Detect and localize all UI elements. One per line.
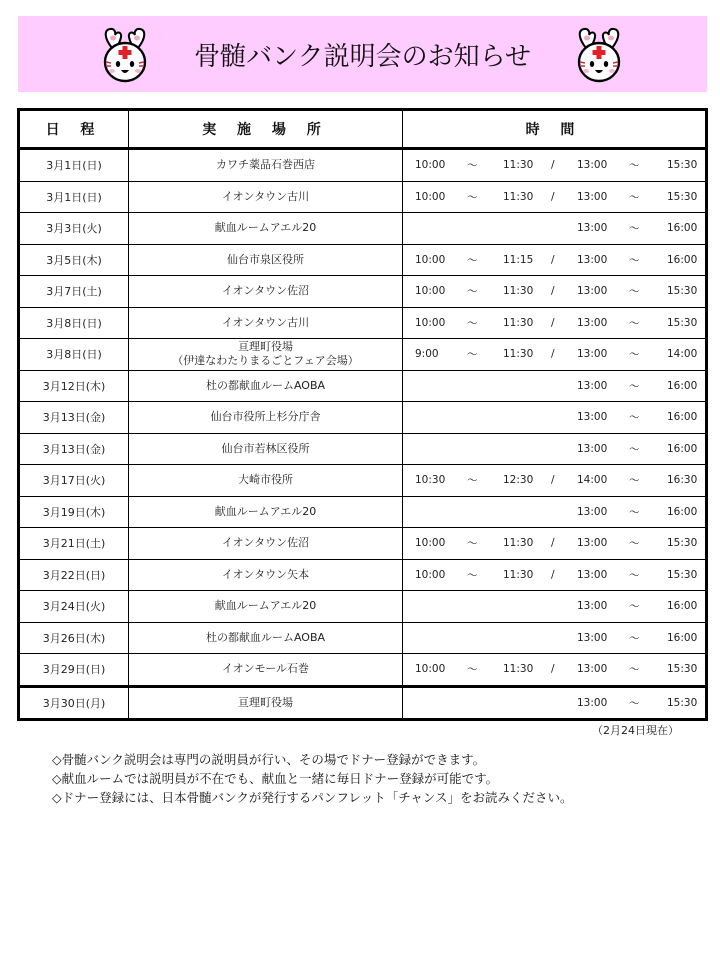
am-tilde: ～ bbox=[467, 317, 478, 330]
slash-separator: / bbox=[551, 190, 555, 203]
time-cell bbox=[403, 496, 707, 528]
place-name: イオンタウン古川 bbox=[221, 315, 310, 329]
slash-separator: / bbox=[551, 568, 555, 581]
place-cell bbox=[129, 213, 403, 245]
place-cell bbox=[129, 465, 403, 497]
place-cell bbox=[129, 149, 403, 182]
slash-separator: / bbox=[551, 316, 555, 329]
am-tilde: ～ bbox=[467, 191, 478, 204]
pm-tilde: ～ bbox=[629, 537, 640, 550]
am-end: 11:30 bbox=[503, 190, 534, 203]
pm-start: 13:00 bbox=[577, 379, 608, 392]
am-end: 11:30 bbox=[503, 568, 534, 581]
pm-start: 13:00 bbox=[577, 505, 608, 518]
note-item: ◇骨髄バンク説明会は専門の説明員が行い、その場でドナー登録ができます。 bbox=[52, 752, 486, 767]
place-cell bbox=[129, 181, 403, 213]
pm-end: 15:30 bbox=[667, 663, 698, 676]
as-of-date: （2月24日現在） bbox=[592, 724, 679, 737]
pm-start: 13:00 bbox=[577, 696, 608, 709]
pm-end: 16:00 bbox=[667, 253, 698, 266]
note-item: ◇献血ルームでは説明員が不在でも、献血と一緒に毎日ドナー登録が可能です。 bbox=[52, 771, 499, 786]
place-cell bbox=[129, 307, 403, 339]
pm-tilde: ～ bbox=[629, 159, 640, 172]
pm-tilde: ～ bbox=[629, 506, 640, 519]
am-start: 10:30 bbox=[415, 474, 446, 487]
place-name: 献血ルームアエル20 bbox=[214, 504, 317, 518]
place-cell bbox=[129, 622, 403, 654]
place-cell bbox=[129, 591, 403, 623]
am-start: 10:00 bbox=[415, 285, 446, 298]
table-row bbox=[19, 149, 707, 182]
table-row bbox=[19, 370, 707, 402]
date-cell: 3月29日(日) bbox=[19, 654, 129, 687]
table-header-row bbox=[19, 110, 707, 149]
pm-tilde: ～ bbox=[629, 569, 640, 582]
header-time: 時 間 bbox=[403, 110, 707, 149]
slash-separator: / bbox=[551, 663, 555, 676]
slash-separator: / bbox=[551, 253, 555, 266]
pm-end: 16:00 bbox=[667, 411, 698, 424]
place-name: カワチ薬品石巻西店 bbox=[216, 158, 315, 172]
date-cell: 3月3日(火) bbox=[19, 213, 129, 245]
place-subtitle: （伊達なわたりまるごとフェア会場） bbox=[172, 354, 359, 368]
pm-start: 13:00 bbox=[577, 253, 608, 266]
am-tilde: ～ bbox=[467, 254, 478, 267]
pm-start: 13:00 bbox=[577, 600, 608, 613]
pm-start: 13:00 bbox=[577, 285, 608, 298]
pm-start: 13:00 bbox=[577, 442, 608, 455]
am-end: 11:15 bbox=[503, 253, 534, 266]
date-cell: 3月13日(金) bbox=[19, 433, 129, 465]
time-cell bbox=[403, 276, 707, 308]
date-cell: 3月1日(日) bbox=[19, 149, 129, 182]
date-cell: 3月19日(木) bbox=[19, 496, 129, 528]
pm-tilde: ～ bbox=[629, 222, 640, 235]
place-name: 献血ルームアエル20 bbox=[214, 221, 317, 235]
pm-end: 16:00 bbox=[667, 600, 698, 613]
am-start: 10:00 bbox=[415, 568, 446, 581]
pm-tilde: ～ bbox=[629, 285, 640, 298]
pm-start: 13:00 bbox=[577, 537, 608, 550]
place-name: 仙台市泉区役所 bbox=[227, 252, 304, 266]
date-cell: 3月30日(月) bbox=[19, 686, 129, 720]
am-start: 9:00 bbox=[415, 348, 439, 361]
pm-end: 16:00 bbox=[667, 505, 698, 518]
table-row bbox=[19, 213, 707, 245]
time-cell bbox=[403, 370, 707, 402]
am-end: 11:30 bbox=[503, 348, 534, 361]
table-row bbox=[19, 559, 707, 591]
time-cell bbox=[403, 402, 707, 434]
place-name: 亘理町役場 bbox=[238, 695, 293, 709]
table-row bbox=[19, 622, 707, 654]
time-cell bbox=[403, 465, 707, 497]
pm-start: 13:00 bbox=[577, 348, 608, 361]
table-row bbox=[19, 307, 707, 339]
place-cell bbox=[129, 402, 403, 434]
date-cell: 3月7日(土) bbox=[19, 276, 129, 308]
am-tilde: ～ bbox=[467, 159, 478, 172]
pm-end: 15:30 bbox=[667, 316, 698, 329]
table-row bbox=[19, 276, 707, 308]
time-cell bbox=[403, 307, 707, 339]
date-cell: 3月17日(火) bbox=[19, 465, 129, 497]
place-name: イオンモール石巻 bbox=[221, 662, 309, 676]
place-name: イオンタウン矢本 bbox=[221, 567, 310, 581]
date-cell: 3月24日(火) bbox=[19, 591, 129, 623]
pm-tilde: ～ bbox=[629, 348, 640, 361]
table-row bbox=[19, 686, 707, 720]
pm-end: 16:00 bbox=[667, 222, 698, 235]
table-row bbox=[19, 465, 707, 497]
time-cell bbox=[403, 622, 707, 654]
slash-separator: / bbox=[551, 474, 555, 487]
am-tilde: ～ bbox=[467, 285, 478, 298]
date-cell: 3月22日(日) bbox=[19, 559, 129, 591]
place-name: 杜の都献血ルームAOBA bbox=[205, 630, 326, 644]
pm-end: 16:30 bbox=[667, 474, 698, 487]
time-cell bbox=[403, 654, 707, 687]
place-name: イオンタウン古川 bbox=[221, 189, 310, 203]
pm-tilde: ～ bbox=[629, 697, 640, 710]
slash-separator: / bbox=[551, 537, 555, 550]
time-cell bbox=[403, 149, 707, 182]
rabbit-mascot-icon bbox=[572, 26, 626, 84]
pm-end: 15:30 bbox=[667, 568, 698, 581]
am-tilde: ～ bbox=[467, 348, 478, 361]
table-row bbox=[19, 496, 707, 528]
table-row bbox=[19, 654, 707, 687]
am-end: 11:30 bbox=[503, 537, 534, 550]
am-tilde: ～ bbox=[467, 569, 478, 582]
place-cell bbox=[129, 559, 403, 591]
pm-end: 15:30 bbox=[667, 159, 698, 172]
pm-start: 13:00 bbox=[577, 411, 608, 424]
pm-tilde: ～ bbox=[629, 254, 640, 267]
place-cell bbox=[129, 276, 403, 308]
pm-tilde: ～ bbox=[629, 191, 640, 204]
place-name: 献血ルームアエル20 bbox=[214, 599, 317, 613]
place-cell bbox=[129, 370, 403, 402]
time-cell bbox=[403, 213, 707, 245]
schedule-table bbox=[17, 108, 708, 721]
place-name: 仙台市役所上杉分庁舎 bbox=[210, 410, 321, 424]
pm-end: 15:30 bbox=[667, 190, 698, 203]
pm-tilde: ～ bbox=[629, 411, 640, 424]
am-tilde: ～ bbox=[467, 663, 478, 676]
pm-end: 16:00 bbox=[667, 379, 698, 392]
place-cell bbox=[129, 433, 403, 465]
table-row bbox=[19, 591, 707, 623]
pm-end: 14:00 bbox=[667, 348, 698, 361]
pm-start: 13:00 bbox=[577, 631, 608, 644]
place-name: 杜の都献血ルームAOBA bbox=[205, 378, 326, 392]
time-cell bbox=[403, 559, 707, 591]
place-cell bbox=[129, 496, 403, 528]
pm-tilde: ～ bbox=[629, 474, 640, 487]
am-end: 11:30 bbox=[503, 159, 534, 172]
slash-separator: / bbox=[551, 159, 555, 172]
am-tilde: ～ bbox=[467, 474, 478, 487]
date-cell: 3月1日(日) bbox=[19, 181, 129, 213]
pm-tilde: ～ bbox=[629, 380, 640, 393]
table-row bbox=[19, 339, 707, 371]
pm-start: 13:00 bbox=[577, 190, 608, 203]
place-name: イオンタウン佐沼 bbox=[221, 284, 310, 298]
table-row bbox=[19, 528, 707, 560]
date-cell: 3月26日(木) bbox=[19, 622, 129, 654]
pm-tilde: ～ bbox=[629, 663, 640, 676]
pm-start: 13:00 bbox=[577, 568, 608, 581]
am-start: 10:00 bbox=[415, 253, 446, 266]
pm-start: 14:00 bbox=[577, 474, 608, 487]
pm-start: 13:00 bbox=[577, 663, 608, 676]
pm-tilde: ～ bbox=[629, 632, 640, 645]
am-tilde: ～ bbox=[467, 537, 478, 550]
pm-tilde: ～ bbox=[629, 443, 640, 456]
table-row bbox=[19, 244, 707, 276]
pm-tilde: ～ bbox=[629, 317, 640, 330]
place-cell bbox=[129, 528, 403, 560]
page-title: 骨髄バンク説明会のお知らせ bbox=[194, 42, 531, 72]
am-end: 11:30 bbox=[503, 285, 534, 298]
date-cell: 3月13日(金) bbox=[19, 402, 129, 434]
pm-end: 15:30 bbox=[667, 696, 698, 709]
time-cell bbox=[403, 686, 707, 720]
date-cell: 3月12日(木) bbox=[19, 370, 129, 402]
note-item: ◇ドナー登録には、日本骨髄バンクが発行するパンフレット「チャンス」をお読みください。 bbox=[52, 790, 573, 805]
time-cell bbox=[403, 181, 707, 213]
pm-start: 13:00 bbox=[577, 222, 608, 235]
place-cell bbox=[129, 339, 403, 371]
am-start: 10:00 bbox=[415, 316, 446, 329]
pm-end: 15:30 bbox=[667, 537, 698, 550]
pm-end: 15:30 bbox=[667, 285, 698, 298]
pm-end: 16:00 bbox=[667, 442, 698, 455]
am-end: 11:30 bbox=[503, 316, 534, 329]
header-place: 実 施 場 所 bbox=[129, 110, 403, 149]
notes bbox=[52, 750, 573, 807]
am-start: 10:00 bbox=[415, 190, 446, 203]
date-cell: 3月8日(日) bbox=[19, 339, 129, 371]
time-cell bbox=[403, 528, 707, 560]
am-start: 10:00 bbox=[415, 663, 446, 676]
title-banner bbox=[18, 16, 707, 92]
place-cell bbox=[129, 654, 403, 687]
am-start: 10:00 bbox=[415, 537, 446, 550]
table-row bbox=[19, 402, 707, 434]
pm-end: 16:00 bbox=[667, 631, 698, 644]
table-row bbox=[19, 181, 707, 213]
slash-separator: / bbox=[551, 348, 555, 361]
time-cell bbox=[403, 244, 707, 276]
date-cell: 3月8日(日) bbox=[19, 307, 129, 339]
slash-separator: / bbox=[551, 285, 555, 298]
time-cell bbox=[403, 591, 707, 623]
place-name: イオンタウン佐沼 bbox=[221, 536, 310, 550]
am-end: 11:30 bbox=[503, 663, 534, 676]
am-start: 10:00 bbox=[415, 159, 446, 172]
place-cell bbox=[129, 244, 403, 276]
place-name: 大崎市役所 bbox=[238, 473, 293, 487]
header-date: 日 程 bbox=[19, 110, 129, 149]
table-row bbox=[19, 433, 707, 465]
am-end: 12:30 bbox=[503, 474, 534, 487]
date-cell: 3月5日(木) bbox=[19, 244, 129, 276]
pm-tilde: ～ bbox=[629, 600, 640, 613]
time-cell bbox=[403, 339, 707, 371]
place-name: 仙台市若林区役所 bbox=[221, 441, 310, 455]
time-cell bbox=[403, 433, 707, 465]
pm-start: 13:00 bbox=[577, 316, 608, 329]
place-cell bbox=[129, 686, 403, 720]
pm-start: 13:00 bbox=[577, 159, 608, 172]
date-cell: 3月21日(土) bbox=[19, 528, 129, 560]
place-name: 亘理町役場 bbox=[238, 340, 293, 354]
